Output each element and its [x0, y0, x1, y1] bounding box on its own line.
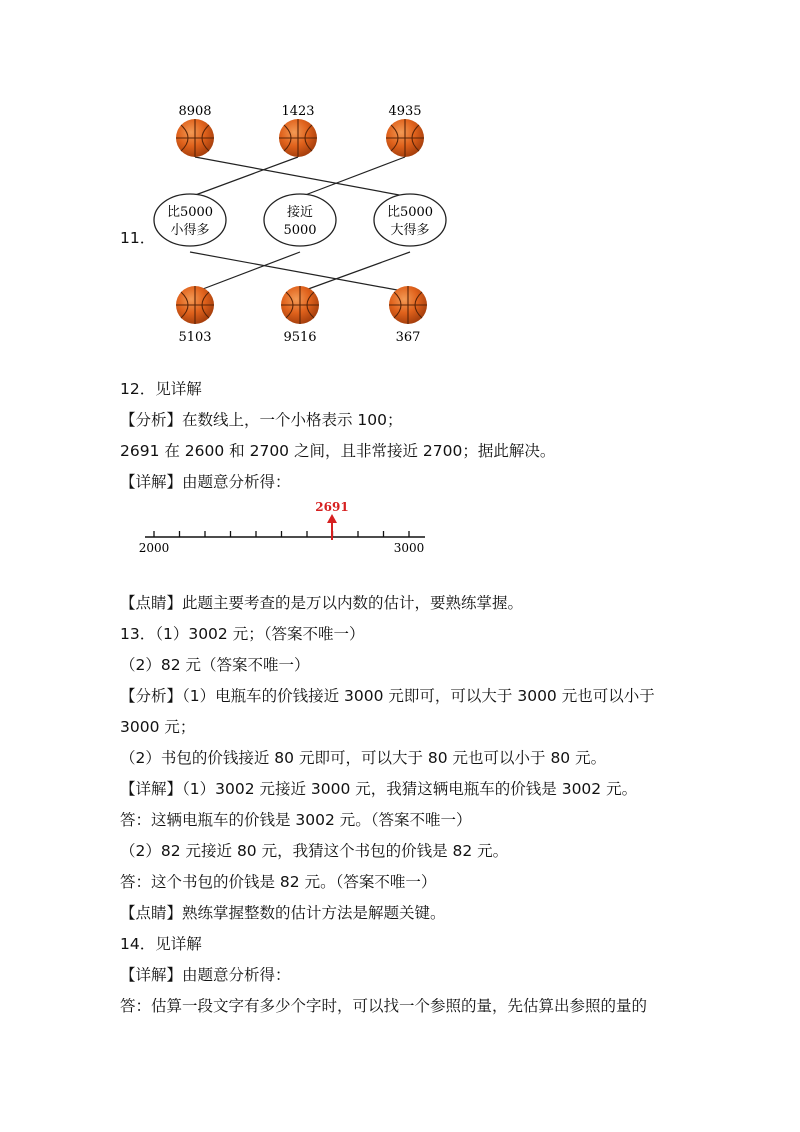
bubble-3-line2: 大得多	[390, 223, 430, 238]
q12-comment: 【点睛】此题主要考查的是万以内数的估计，要熟练掌握。	[120, 594, 524, 612]
marker-arrowhead	[327, 514, 337, 523]
q13-line1: 13．（1）3002 元；（答案不唯一）	[120, 625, 365, 643]
q12-detail: 【详解】由题意分析得：	[120, 473, 291, 491]
top-number-2: 1423	[281, 104, 315, 119]
bottom-number-1: 5103	[178, 330, 212, 345]
basketball-bottom-2	[281, 286, 319, 324]
top-number-3: 4935	[388, 104, 422, 119]
bubble-3-line1: 比5000	[386, 205, 434, 220]
q13-analysis-1: 【分析】（1）电瓶车的价钱接近 3000 元即可，可以大于 3000 元也可以小于	[120, 687, 655, 705]
bottom-number-2: 9516	[283, 330, 317, 345]
q13-answer-2: 答：这个书包的价钱是 82 元。（答案不唯一）	[120, 873, 437, 891]
bubble-2-line2: 5000	[283, 223, 317, 238]
bubble-2	[264, 194, 336, 246]
q12-title: 12．见详解	[120, 380, 202, 398]
q13-comment: 【点睛】熟练掌握整数的估计方法是解题关键。	[120, 904, 446, 922]
q11-number: 11．	[120, 229, 156, 247]
basketball-top-1	[176, 119, 214, 157]
basketball-bottom-3	[389, 286, 427, 324]
q13-analysis-2: （2）书包的价钱接近 80 元即可，可以大于 80 元也可以小于 80 元。	[120, 749, 607, 767]
line-4935-to-bubble2	[300, 157, 405, 197]
q14-title: 14．见详解	[120, 935, 202, 953]
line-bubble2-to-5103	[195, 252, 300, 292]
basketball-top-3	[386, 119, 424, 157]
matching-diagram	[0, 0, 800, 360]
q13-analysis-1b: 3000 元；	[120, 718, 196, 736]
q13-detail-1: 【详解】（1）3002 元接近 3000 元，我猜这辆电瓶车的价钱是 3002 元。	[120, 780, 638, 798]
line-bubble1-to-367	[190, 252, 408, 292]
q14-detail: 【详解】由题意分析得：	[120, 966, 291, 984]
line-1423-to-bubble1	[190, 157, 298, 197]
bubble-3	[374, 194, 446, 246]
bottom-number-3: 367	[395, 330, 421, 345]
q14-answer: 答：估算一段文字有多少个字时，可以找一个参照的量，先估算出参照的量的	[120, 997, 648, 1015]
numberline-start-label: 2000	[138, 541, 170, 555]
number-line	[0, 496, 800, 566]
bubble-2-line1: 接近	[286, 205, 314, 220]
basketball-bottom-1	[176, 286, 214, 324]
basketball-top-2	[279, 119, 317, 157]
numberline-end-label: 3000	[393, 541, 425, 555]
bubble-1-line1: 比5000	[166, 205, 214, 220]
q13-answer-1: 答：这辆电瓶车的价钱是 3002 元。（答案不唯一）	[120, 811, 472, 829]
line-8908-to-bubble3	[195, 157, 410, 197]
top-number-1: 8908	[178, 104, 212, 119]
q12-analysis-1: 【分析】在数线上，一个小格表示 100；	[120, 411, 403, 429]
line-bubble3-to-9516	[300, 252, 410, 292]
q12-analysis-2: 2691 在 2600 和 2700 之间，且非常接近 2700；据此解决。	[120, 442, 556, 460]
q13-detail-2: （2）82 元接近 80 元，我猜这个书包的价钱是 82 元。	[120, 842, 509, 860]
bubble-1	[154, 194, 226, 246]
q13-line2: （2）82 元（答案不唯一）	[120, 656, 310, 674]
marker-label: 2691	[315, 500, 349, 514]
bubble-1-line2: 小得多	[170, 223, 210, 238]
